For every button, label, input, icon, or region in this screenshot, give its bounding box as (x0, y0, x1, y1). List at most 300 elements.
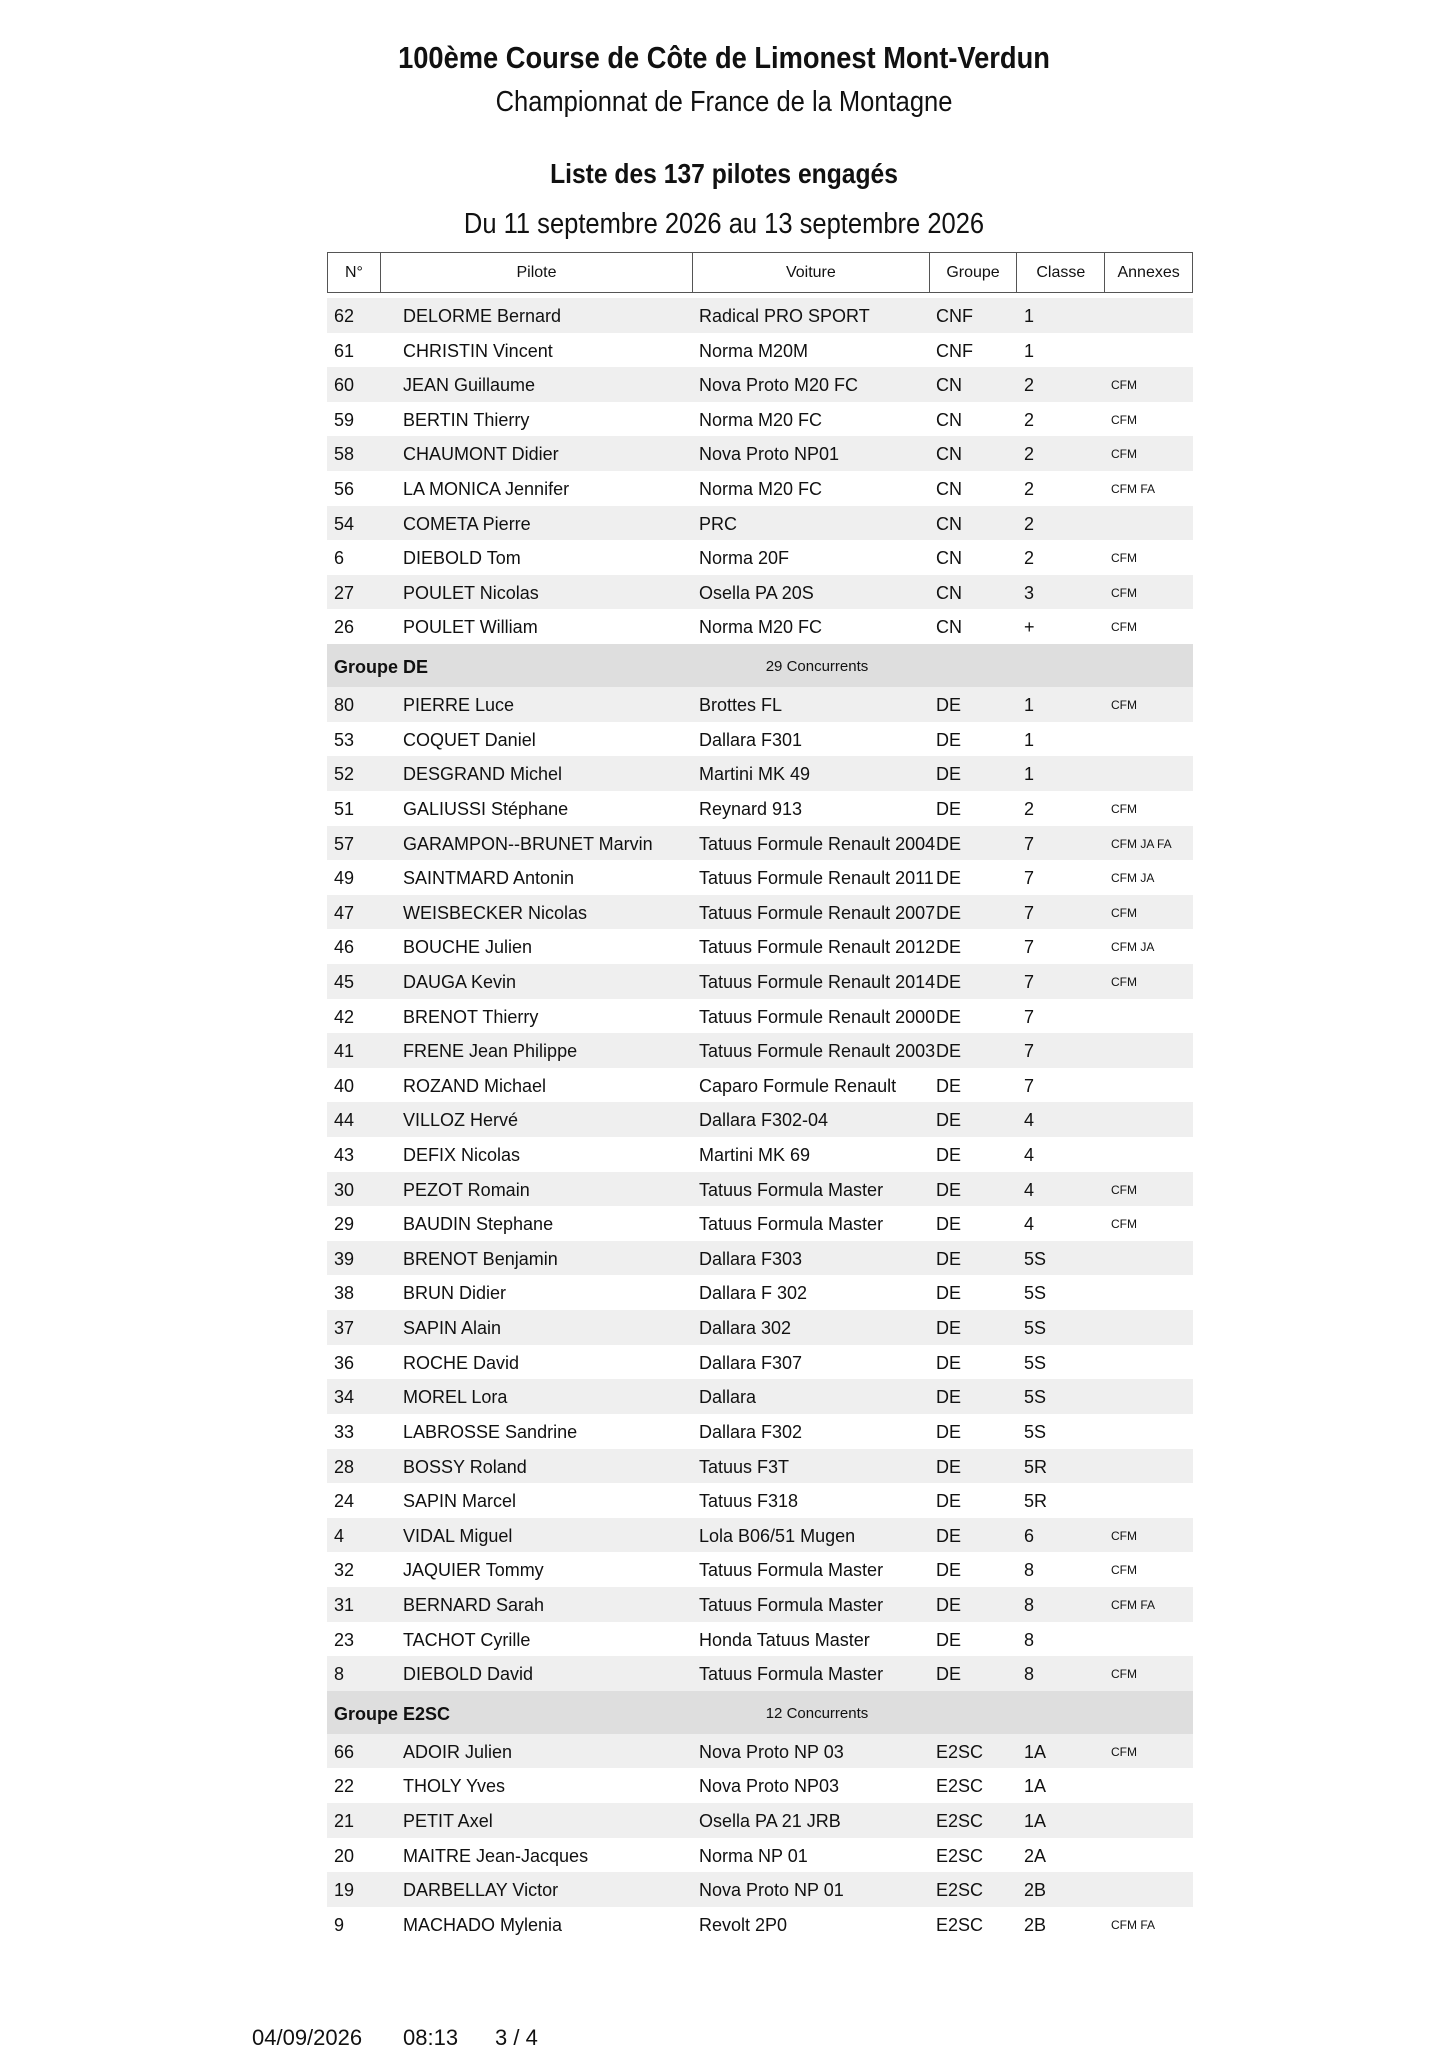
table-row (327, 1622, 1193, 1657)
cell-car: Nova Proto NP03 (699, 1776, 840, 1797)
cell-car: Dallara (699, 1387, 757, 1408)
cell-number: 44 (334, 1110, 355, 1131)
cell-pilot: BERNARD Sarah (403, 1594, 545, 1615)
cell-number: 56 (334, 479, 355, 500)
cell-number: 6 (334, 548, 345, 569)
cell-group: DE (936, 1629, 962, 1650)
table-row (327, 1449, 1193, 1484)
cell-class: 7 (1024, 1075, 1035, 1096)
cell-class: 5S (1024, 1318, 1047, 1339)
footer-time: 08:13 (403, 2025, 459, 2050)
cell-number: 45 (334, 971, 355, 992)
cell-group: CN (936, 548, 962, 569)
cell-class: 2 (1024, 513, 1035, 534)
cell-group: E2SC (936, 1776, 984, 1797)
cell-class: 1A (1024, 1776, 1047, 1797)
cell-annexes: CFM (1111, 905, 1137, 920)
cell-class: 2 (1024, 375, 1035, 396)
cell-group: E2SC (936, 1914, 984, 1935)
cell-number: 41 (334, 1041, 355, 1062)
cell-group: DE (936, 798, 962, 819)
cell-car: Tatuus Formule Renault 2014 (699, 971, 936, 992)
cell-number: 52 (334, 764, 355, 785)
cell-number: 66 (334, 1741, 355, 1762)
cell-car: Honda Tatuus Master (699, 1629, 870, 1650)
cell-pilot: BOUCHE Julien (403, 937, 533, 958)
cell-car: Martini MK 49 (699, 764, 811, 785)
cell-car: Dallara F 302 (699, 1283, 808, 1304)
cell-pilot: SAINTMARD Antonin (403, 868, 575, 889)
table-row (327, 1345, 1193, 1380)
cell-pilot: COMETA Pierre (403, 513, 531, 534)
cell-class: 8 (1024, 1664, 1035, 1685)
cell-group: CN (936, 582, 962, 603)
table-row (327, 1838, 1193, 1873)
cell-group: DE (936, 1145, 962, 1166)
cell-annexes: CFM (1111, 801, 1137, 816)
col-header-car: Voiture (693, 253, 929, 292)
cell-class: 7 (1024, 1006, 1035, 1027)
cell-car: Tatuus Formula Master (699, 1560, 884, 1581)
cell-annexes: CFM (1111, 585, 1137, 600)
cell-class: 7 (1024, 868, 1035, 889)
cell-pilot: FRENE Jean Philippe (403, 1041, 578, 1062)
cell-car: Tatuus Formule Renault 2003 (699, 1041, 936, 1062)
cell-number: 28 (334, 1456, 355, 1477)
cell-pilot: DIEBOLD David (403, 1664, 534, 1685)
cell-annexes: CFM (1111, 620, 1137, 635)
group-name: Groupe DE (334, 657, 429, 678)
cell-pilot: BERTIN Thierry (403, 409, 530, 430)
cell-number: 24 (334, 1491, 355, 1512)
cell-group: CN (936, 513, 962, 534)
cell-class: 7 (1024, 937, 1035, 958)
cell-group: DE (936, 1421, 962, 1442)
cell-pilot: DIEBOLD Tom (403, 548, 521, 569)
cell-car: Reynard 913 (699, 798, 803, 819)
cell-annexes: CFM FA (1111, 1597, 1155, 1612)
cell-group: DE (936, 937, 962, 958)
cell-pilot: BOSSY Roland (403, 1456, 527, 1477)
cell-number: 34 (334, 1387, 355, 1408)
cell-pilot: DAUGA Kevin (403, 971, 517, 992)
cell-car: Tatuus Formula Master (699, 1664, 884, 1685)
cell-class: 3 (1024, 582, 1035, 603)
table-row (327, 1102, 1193, 1137)
cell-pilot: SAPIN Marcel (403, 1491, 517, 1512)
cell-class: 1A (1024, 1741, 1047, 1762)
cell-number: 23 (334, 1629, 355, 1650)
cell-group: E2SC (936, 1845, 984, 1866)
cell-group: DE (936, 1214, 962, 1235)
cell-car: Caparo Formule Renault (699, 1075, 897, 1096)
cell-class: 1 (1024, 764, 1035, 785)
cell-car: Tatuus Formula Master (699, 1214, 884, 1235)
cell-number: 47 (334, 902, 355, 923)
cell-car: Tatuus Formule Renault 2004 (699, 833, 936, 854)
cell-pilot: PEZOT Romain (403, 1179, 530, 1200)
cell-group: E2SC (936, 1741, 984, 1762)
cell-car: Nova Proto NP01 (699, 444, 840, 465)
cell-pilot: VILLOZ Hervé (403, 1110, 519, 1131)
cell-class: 5S (1024, 1248, 1047, 1269)
cell-class: 1 (1024, 340, 1035, 361)
footer-date: 04/09/2026 (252, 2025, 363, 2050)
cell-class: 8 (1024, 1629, 1035, 1650)
cell-number: 26 (334, 617, 355, 638)
group-name: Groupe E2SC (334, 1703, 451, 1724)
table-row (327, 575, 1193, 610)
cell-class: 5R (1024, 1491, 1048, 1512)
cell-annexes: CFM JA (1111, 871, 1155, 886)
cell-number: 21 (334, 1810, 355, 1831)
cell-class: 2 (1024, 409, 1035, 430)
entries-table (327, 252, 1193, 1941)
cell-car: PRC (699, 513, 738, 534)
table-row (327, 298, 1193, 333)
cell-pilot: VIDAL Miguel (403, 1525, 513, 1546)
cell-car: Tatuus Formule Renault 2012 (699, 937, 936, 958)
cell-pilot: GARAMPON--BRUNET Marvin (403, 833, 653, 854)
cell-annexes: CFM (1111, 1528, 1137, 1543)
cell-group: DE (936, 1387, 962, 1408)
group-count: 29 Concurrents (765, 658, 869, 676)
cell-annexes: CFM (1111, 551, 1137, 566)
cell-annexes: CFM (1111, 447, 1137, 462)
cell-group: DE (936, 1179, 962, 1200)
cell-group: DE (936, 1318, 962, 1339)
table-row (327, 1275, 1193, 1310)
cell-group: DE (936, 1352, 962, 1373)
table-row (327, 540, 1193, 575)
cell-group: DE (936, 902, 962, 923)
cell-annexes: CFM JA FA (1111, 836, 1172, 851)
cell-pilot: THOLY Yves (403, 1776, 506, 1797)
cell-number: 57 (334, 833, 355, 854)
cell-car: Dallara F303 (699, 1248, 803, 1269)
table-row (327, 506, 1193, 541)
cell-pilot: BRUN Didier (403, 1283, 507, 1304)
cell-pilot: PIERRE Luce (403, 695, 515, 716)
cell-number: 4 (334, 1525, 345, 1546)
cell-class: 2 (1024, 548, 1035, 569)
cell-group: DE (936, 1560, 962, 1581)
cell-class: 2 (1024, 798, 1035, 819)
event-subtitle: Championnat de France de la Montagne (495, 86, 953, 118)
cell-group: DE (936, 1075, 962, 1096)
table-row (327, 1033, 1193, 1068)
cell-class: 1 (1024, 306, 1035, 326)
cell-number: 49 (334, 868, 355, 889)
cell-group: DE (936, 868, 962, 889)
table-row (327, 1768, 1193, 1803)
table-row (327, 1483, 1193, 1518)
cell-pilot: SAPIN Alain (403, 1318, 502, 1339)
cell-class: 1 (1024, 729, 1035, 750)
table-row (327, 756, 1193, 791)
cell-car: Norma M20 FC (699, 409, 823, 430)
cell-number: 54 (334, 513, 355, 534)
cell-group: DE (936, 1491, 962, 1512)
cell-group: DE (936, 1456, 962, 1477)
cell-car: Tatuus Formula Master (699, 1179, 884, 1200)
cell-car: Osella PA 20S (699, 582, 814, 603)
cell-class: 4 (1024, 1179, 1035, 1200)
table-row (327, 860, 1193, 895)
cell-number: 38 (334, 1283, 355, 1304)
cell-group: DE (936, 971, 962, 992)
cell-car: Dallara F302-04 (699, 1110, 829, 1131)
group-header (327, 644, 1193, 687)
cell-number: 37 (334, 1318, 355, 1339)
col-header-pilot: Pilote (381, 253, 693, 292)
table-row (327, 1552, 1193, 1587)
cell-number: 53 (334, 729, 355, 750)
cell-number: 20 (334, 1845, 355, 1866)
cell-number: 43 (334, 1145, 355, 1166)
table-row (327, 791, 1193, 826)
cell-pilot: POULET Nicolas (403, 582, 539, 603)
cell-car: Dallara F302 (699, 1421, 803, 1442)
cell-pilot: DELORME Bernard (403, 306, 562, 326)
cell-pilot: GALIUSSI Stéphane (403, 798, 569, 819)
table-row (327, 402, 1193, 437)
cell-group: DE (936, 695, 962, 716)
cell-annexes: CFM (1111, 1182, 1137, 1197)
cell-group: DE (936, 1248, 962, 1269)
cell-class: 4 (1024, 1145, 1035, 1166)
cell-pilot: CHRISTIN Vincent (403, 340, 553, 361)
table-row (327, 1137, 1193, 1172)
cell-pilot: DARBELLAY Victor (403, 1880, 559, 1901)
cell-number: 42 (334, 1006, 355, 1027)
cell-number: 62 (334, 306, 355, 326)
cell-car: Osella PA 21 JRB (699, 1810, 841, 1831)
table-body (327, 298, 1193, 1941)
cell-annexes: CFM FA (1111, 1917, 1155, 1932)
cell-annexes: CFM (1111, 1744, 1137, 1759)
cell-class: 1 (1024, 695, 1035, 716)
cell-class: 7 (1024, 971, 1035, 992)
cell-group: CNF (936, 340, 973, 361)
cell-group: E2SC (936, 1810, 984, 1831)
table-row (327, 1907, 1193, 1942)
table-row (327, 929, 1193, 964)
table-row (327, 1068, 1193, 1103)
cell-class: 5S (1024, 1283, 1047, 1304)
cell-class: 5S (1024, 1387, 1047, 1408)
cell-pilot: BRENOT Thierry (403, 1006, 539, 1027)
cell-number: 22 (334, 1776, 355, 1797)
cell-car: Tatuus Formule Renault 2011 (699, 868, 934, 889)
cell-class: 7 (1024, 902, 1035, 923)
table-row (327, 1734, 1193, 1769)
cell-car: Radical PRO SPORT (699, 306, 870, 326)
cell-class: 6 (1024, 1525, 1035, 1546)
cell-annexes: CFM (1111, 698, 1137, 713)
cell-class: 5S (1024, 1352, 1047, 1373)
cell-class: 2 (1024, 479, 1035, 500)
table-row (327, 1206, 1193, 1241)
cell-pilot: MAITRE Jean-Jacques (403, 1845, 589, 1866)
cell-number: 9 (334, 1914, 345, 1935)
cell-number: 58 (334, 444, 355, 465)
table-row (327, 999, 1193, 1034)
cell-number: 33 (334, 1421, 355, 1442)
cell-number: 59 (334, 409, 355, 430)
cell-class: 8 (1024, 1560, 1035, 1581)
table-row (327, 964, 1193, 999)
table-row (327, 895, 1193, 930)
cell-annexes: CFM (1111, 1563, 1137, 1578)
cell-number: 46 (334, 937, 355, 958)
cell-car: Dallara F301 (699, 729, 803, 750)
list-title: Liste des 137 pilotes engagés (550, 158, 898, 189)
cell-class: 5S (1024, 1421, 1047, 1442)
cell-car: Tatuus Formule Renault 2007 (699, 902, 936, 923)
event-title: 100ème Course de Côte de Limonest Mont-Verdun (398, 40, 1050, 75)
cell-group: CN (936, 444, 962, 465)
cell-class: 7 (1024, 1041, 1035, 1062)
cell-car: Norma M20 FC (699, 479, 823, 500)
cell-class: 2B (1024, 1880, 1047, 1901)
cell-car: Norma 20F (699, 548, 790, 569)
cell-car: Lola B06/51 Mugen (699, 1525, 856, 1546)
cell-number: 36 (334, 1352, 355, 1373)
cell-pilot: WEISBECKER Nicolas (403, 902, 588, 923)
cell-group: CN (936, 375, 962, 396)
cell-pilot: BRENOT Benjamin (403, 1248, 558, 1269)
table-row (327, 1241, 1193, 1276)
cell-number: 30 (334, 1179, 355, 1200)
cell-number: 8 (334, 1664, 345, 1685)
cell-group: DE (936, 833, 962, 854)
table-row (327, 1379, 1193, 1414)
cell-pilot: PETIT Axel (403, 1810, 493, 1831)
cell-pilot: TACHOT Cyrille (403, 1629, 531, 1650)
cell-pilot: COQUET Daniel (403, 729, 536, 750)
col-header-number: N° (328, 253, 381, 292)
cell-group: DE (936, 1110, 962, 1131)
col-header-group: Groupe (930, 253, 1018, 292)
cell-class: 7 (1024, 833, 1035, 854)
footer-page: 3 / 4 (495, 2025, 538, 2050)
cell-annexes: CFM (1111, 1217, 1137, 1232)
cell-annexes: CFM (1111, 1667, 1137, 1682)
cell-group: DE (936, 764, 962, 785)
cell-pilot: MACHADO Mylenia (403, 1914, 563, 1935)
cell-group: CN (936, 479, 962, 500)
cell-number: 31 (334, 1594, 355, 1615)
cell-group: DE (936, 1283, 962, 1304)
cell-number: 27 (334, 582, 355, 603)
cell-number: 39 (334, 1248, 355, 1269)
table-row (327, 367, 1193, 402)
cell-class: 5R (1024, 1456, 1048, 1477)
cell-class: 2A (1024, 1845, 1047, 1866)
group-count: 12 Concurrents (765, 1704, 869, 1722)
cell-car: Revolt 2P0 (699, 1914, 788, 1935)
table-row (327, 687, 1193, 722)
table-row (327, 1656, 1193, 1691)
cell-group: DE (936, 1594, 962, 1615)
cell-pilot: ADOIR Julien (403, 1741, 513, 1762)
table-row (327, 471, 1193, 506)
cell-class: + (1024, 617, 1035, 638)
event-dates: Du 11 septembre 2026 au 13 septembre 2026 (463, 208, 985, 240)
cell-annexes: CFM (1111, 974, 1137, 989)
table-row (327, 1172, 1193, 1207)
cell-group: DE (936, 1006, 962, 1027)
cell-pilot: JEAN Guillaume (403, 375, 536, 396)
cell-group: DE (936, 1664, 962, 1685)
cell-pilot: JAQUIER Tommy (403, 1560, 544, 1581)
cell-class: 2 (1024, 444, 1035, 465)
col-header-annexes: Annexes (1117, 263, 1180, 281)
cell-annexes: CFM FA (1111, 482, 1155, 497)
cell-annexes: CFM (1111, 412, 1137, 427)
cell-number: 40 (334, 1075, 355, 1096)
cell-pilot: DESGRAND Michel (403, 764, 563, 785)
cell-class: 8 (1024, 1594, 1035, 1615)
cell-pilot: LA MONICA Jennifer (403, 479, 570, 500)
cell-pilot: ROCHE David (403, 1352, 520, 1373)
table-row (327, 826, 1193, 861)
cell-pilot: POULET William (403, 617, 538, 638)
cell-car: Dallara F307 (699, 1352, 803, 1373)
cell-group: CN (936, 617, 962, 638)
table-row (327, 1803, 1193, 1838)
cell-car: Tatuus F318 (699, 1491, 799, 1512)
cell-car: Norma NP 01 (699, 1845, 808, 1866)
cell-car: Nova Proto NP 03 (699, 1741, 844, 1762)
cell-car: Martini MK 69 (699, 1145, 811, 1166)
cell-number: 51 (334, 798, 355, 819)
cell-group: DE (936, 1041, 962, 1062)
table-row (327, 1414, 1193, 1449)
table-header (327, 252, 1193, 293)
cell-pilot: DEFIX Nicolas (403, 1145, 521, 1166)
cell-number: 80 (334, 695, 355, 716)
cell-car: Tatuus Formula Master (699, 1594, 884, 1615)
cell-pilot: MOREL Lora (403, 1387, 508, 1408)
cell-group: DE (936, 729, 962, 750)
table-row (327, 722, 1193, 757)
cell-group: CN (936, 409, 962, 430)
cell-annexes: CFM JA (1111, 940, 1155, 955)
table-row (327, 1310, 1193, 1345)
table-row (327, 609, 1193, 644)
cell-class: 1A (1024, 1810, 1047, 1831)
table-row (327, 436, 1193, 471)
cell-pilot: ROZAND Michael (403, 1075, 547, 1096)
cell-class: 2B (1024, 1914, 1047, 1935)
cell-class: 4 (1024, 1214, 1035, 1235)
cell-car: Norma M20M (699, 340, 809, 361)
table-row (327, 1518, 1193, 1553)
cell-car: Tatuus F3T (699, 1456, 790, 1477)
cell-number: 61 (334, 340, 355, 361)
cell-pilot: CHAUMONT Didier (403, 444, 559, 465)
cell-number: 60 (334, 375, 355, 396)
cell-group: E2SC (936, 1880, 984, 1901)
group-header (327, 1691, 1193, 1734)
table-row (327, 1587, 1193, 1622)
cell-group: CNF (936, 306, 973, 326)
cell-pilot: LABROSSE Sandrine (403, 1421, 578, 1442)
cell-annexes: CFM (1111, 378, 1137, 393)
col-header-class: Classe (1017, 253, 1105, 292)
